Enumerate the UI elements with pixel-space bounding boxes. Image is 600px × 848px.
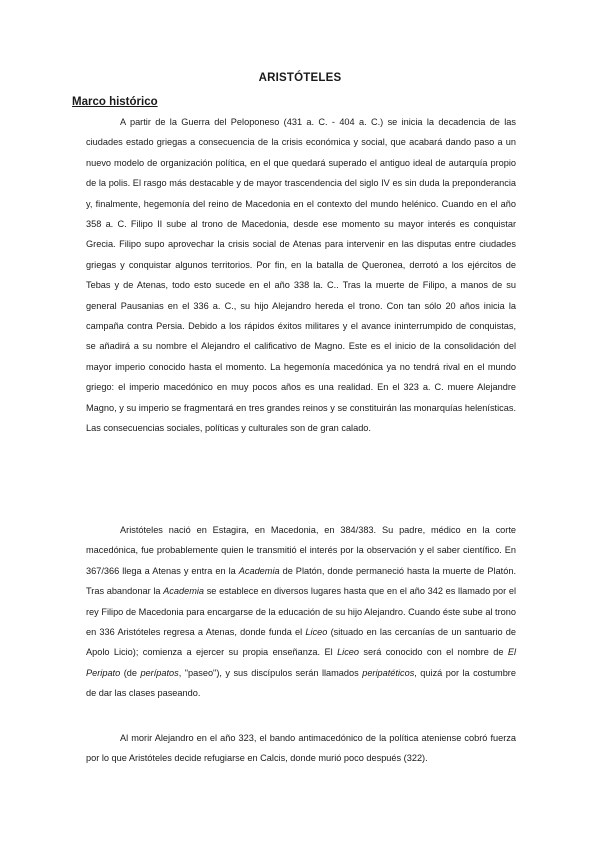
text-run: se establece en diversos lugares hasta que en el año 342 es llamado por el rey Filipo de Macedonia para encargarse de la educación de su hijo Alejandro. Cuando éste sube al trono en 336 Aristóteles regresa a Atenas, donde funda el [86, 586, 516, 638]
text-run: , "paseo"), y sus discípulos serán llamados [178, 667, 363, 678]
paragraph-text: A partir de la Guerra del Peloponeso (431 a. C. - 404 a. C.) se inicia la decadencia de las ciudades estado griegas a consecuencia de la crisis económica y social, que acabará dando paso a un nuevo modelo de organización política, en el que quedará superado el antiguo ideal de autarquía propio de la polis. El rasgo más destacable y de mayor trascendencia del siglo IV es sin duda la preponderancia y, finalmente, hegemonía del reino de Macedonia en el contexto del mundo helénico. Cuando en el año 358 a. C. Filipo II sube al trono de Macedonia, desde ese momento su mayor interés es conquistar Grecia. Filipo supo aprovechar la crisis social de Atenas para intervenir en las disputas entre ciudades griegas y conquistar algunos territorios. Por fin, en la batalla de Queronea, derrotó a los ejércitos de Tebas y de Atenas, todo esto sucede en el año 338 la. C.. Tras la muerte de Filipo, a manos de su general Pausanias en el 336 a. C., su hijo Alejandro hereda el trono. Con tan sólo 20 años inicia la campaña contra Persia. Debido a los rápidos éxitos militares y el avance ininterrumpido de conquistas, se añadirá a su nombre el Alejandro el calificativo de Magno. Este es el inicio de la consolidación del mayor imperio conocido hasta el momento. La hegemonía macedónica ya no tendrá rival en el mundo griego: el imperio macedónico en muy pocos años es una realidad. En el 323 a. C. muere Alejandre Magno, y su imperio se fragmentará en tres grandes reinos y se constituirán las monarquías helenísticas. Las consecuencias sociales, políticas y culturales son de gran calado. [86, 117, 516, 434]
emphasis-liceo: Liceo [305, 627, 328, 638]
page-title: ARISTÓTELES [258, 72, 342, 84]
emphasis-peripatos: perípatos [140, 667, 179, 678]
emphasis-el-peripato: El Peripato [86, 647, 516, 678]
emphasis-academia: Academia [238, 565, 280, 576]
paragraph-text: Al morir Alejandro en el año 323, el bando antimacedónico de la política ateniense cobró fuerza por lo que Aristóteles decide refugiarse en Calcis, donde murió poco después (322). [86, 733, 516, 764]
text-run: (de [120, 667, 141, 678]
text-run: (situado en las cercanías de un santuario de Apolo Licio); comienza a ejercer su propia enseñanza. El [86, 627, 516, 658]
text-run: , quizá por la costumbre de dar las clases paseando. [86, 667, 516, 699]
paragraph-death [86, 728, 516, 769]
emphasis-academia: Academia [163, 586, 205, 597]
paragraph-biography [86, 520, 516, 704]
emphasis-peripateticos: peripatéticos [362, 667, 415, 678]
section-heading: Marco histórico [72, 96, 158, 108]
text-run: de Platón, donde permaneció hasta la muerte de Platón. Tras abandonar la [86, 565, 516, 597]
emphasis-liceo: Liceo [337, 647, 360, 658]
text-run: Aristóteles nació en Estagira, en Macedonia, en 384/383. Su padre, médico en la corte macedónica, fue probablemente quien le transmitió el interés por la observación y el saber científico. En 367/366 llega a Atenas y entra en la [86, 525, 516, 576]
text-run: será conocido con el nombre de [359, 647, 508, 658]
paragraph-historical-context [86, 112, 516, 439]
